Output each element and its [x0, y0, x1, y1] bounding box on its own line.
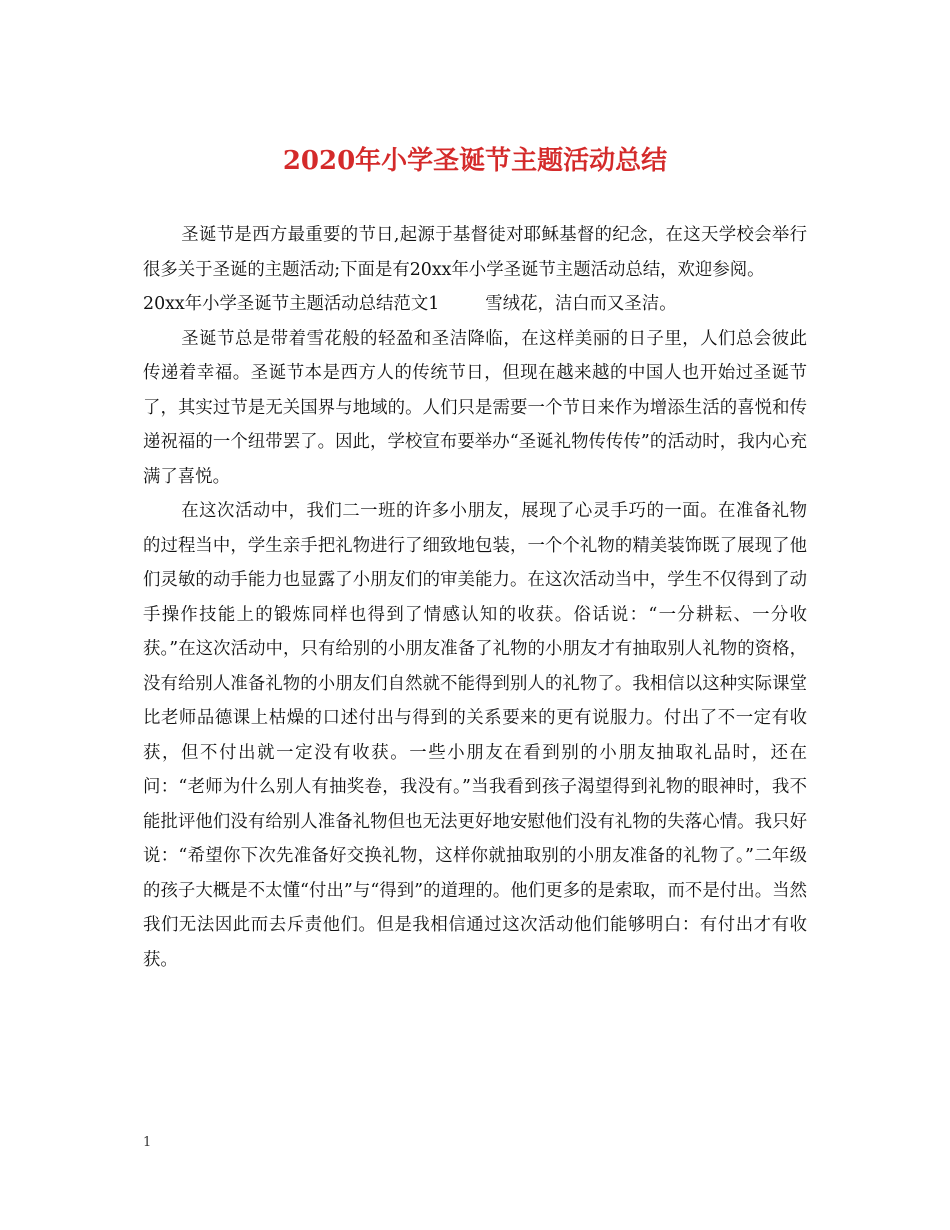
intro-paragraph: 圣诞节是西方最重要的节日,起源于基督徒对耶稣基督的纪念，在这天学校会举行很多关于圣诞的主题活动;下面是有20xx年小学圣诞节主题活动总结，欢迎参阅。 [143, 225, 807, 280]
body-paragraph-2: 在这次活动中，我们二一班的许多小朋友，展现了心灵手巧的一面。在准备礼物的过程当中，学生亲手把礼物进行了细致地包装，一个个礼物的精美装饰既了展现了他们灵敏的动手能力也显露了小朋友们的审美能力。在这次活动当中，学生不仅得到了动手操作技能上的锻炼同样也得到了情感认知的收获。俗话说：“一分耕耘、一分收获。”在这次活动中，只有给别的小朋友准备了礼物的小朋友才有抽取别人礼物的资格，没有给别人准备礼物的小朋友们自然就不能得到别人的礼物了。我相信以这种实际课堂比老师品德课上枯燥的口述付出与得到的关系要来的更有说服力。付出了不一定有收获，但不付出就一定没有收获。一些小朋友在看到别的小朋友抽取礼品时，还在问：“老师为什么别人有抽奖卷，我没有。”当我看到孩子渴望得到礼物的眼神时，我不能批评他们没有给别人准备礼物但也无法更好地安慰他们没有礼物的失落心情。我只好说：“希望你下次先准备好交换礼物，这样你就抽取别的小朋友准备的礼物了。”二年级的孩子大概是不太懂“付出”与“得到”的道理的。他们更多的是索取，而不是付出。当然我们无法因此而去斥责他们。但是我相信通过这次活动他们能够明白：有付出才有收获。 [143, 501, 807, 970]
section-heading-line [143, 287, 807, 322]
page-number: 1 [143, 1135, 152, 1150]
section-heading: 20xx年小学圣诞节主题活动总结范文1 [143, 294, 440, 314]
body-paragraph-1: 圣诞节总是带着雪花般的轻盈和圣洁降临，在这样美丽的日子里，人们总会彼此传递着幸福。圣诞节本是西方人的传统节日，但现在越来越的中国人也开始过圣诞节了，其实过节是无关国界与地域的。人们只是需要一个节日来作为增添生活的喜悦和传递祝福的一个纽带罢了。因此，学校宣布要举办“圣诞礼物传传传”的活动时，我内心充满了喜悦。 [143, 328, 807, 487]
section-subtitle: 雪绒花，洁白而又圣洁。 [485, 294, 677, 314]
document-body [143, 218, 807, 977]
document-title: 2020年小学圣诞节主题活动总结 [282, 146, 668, 176]
